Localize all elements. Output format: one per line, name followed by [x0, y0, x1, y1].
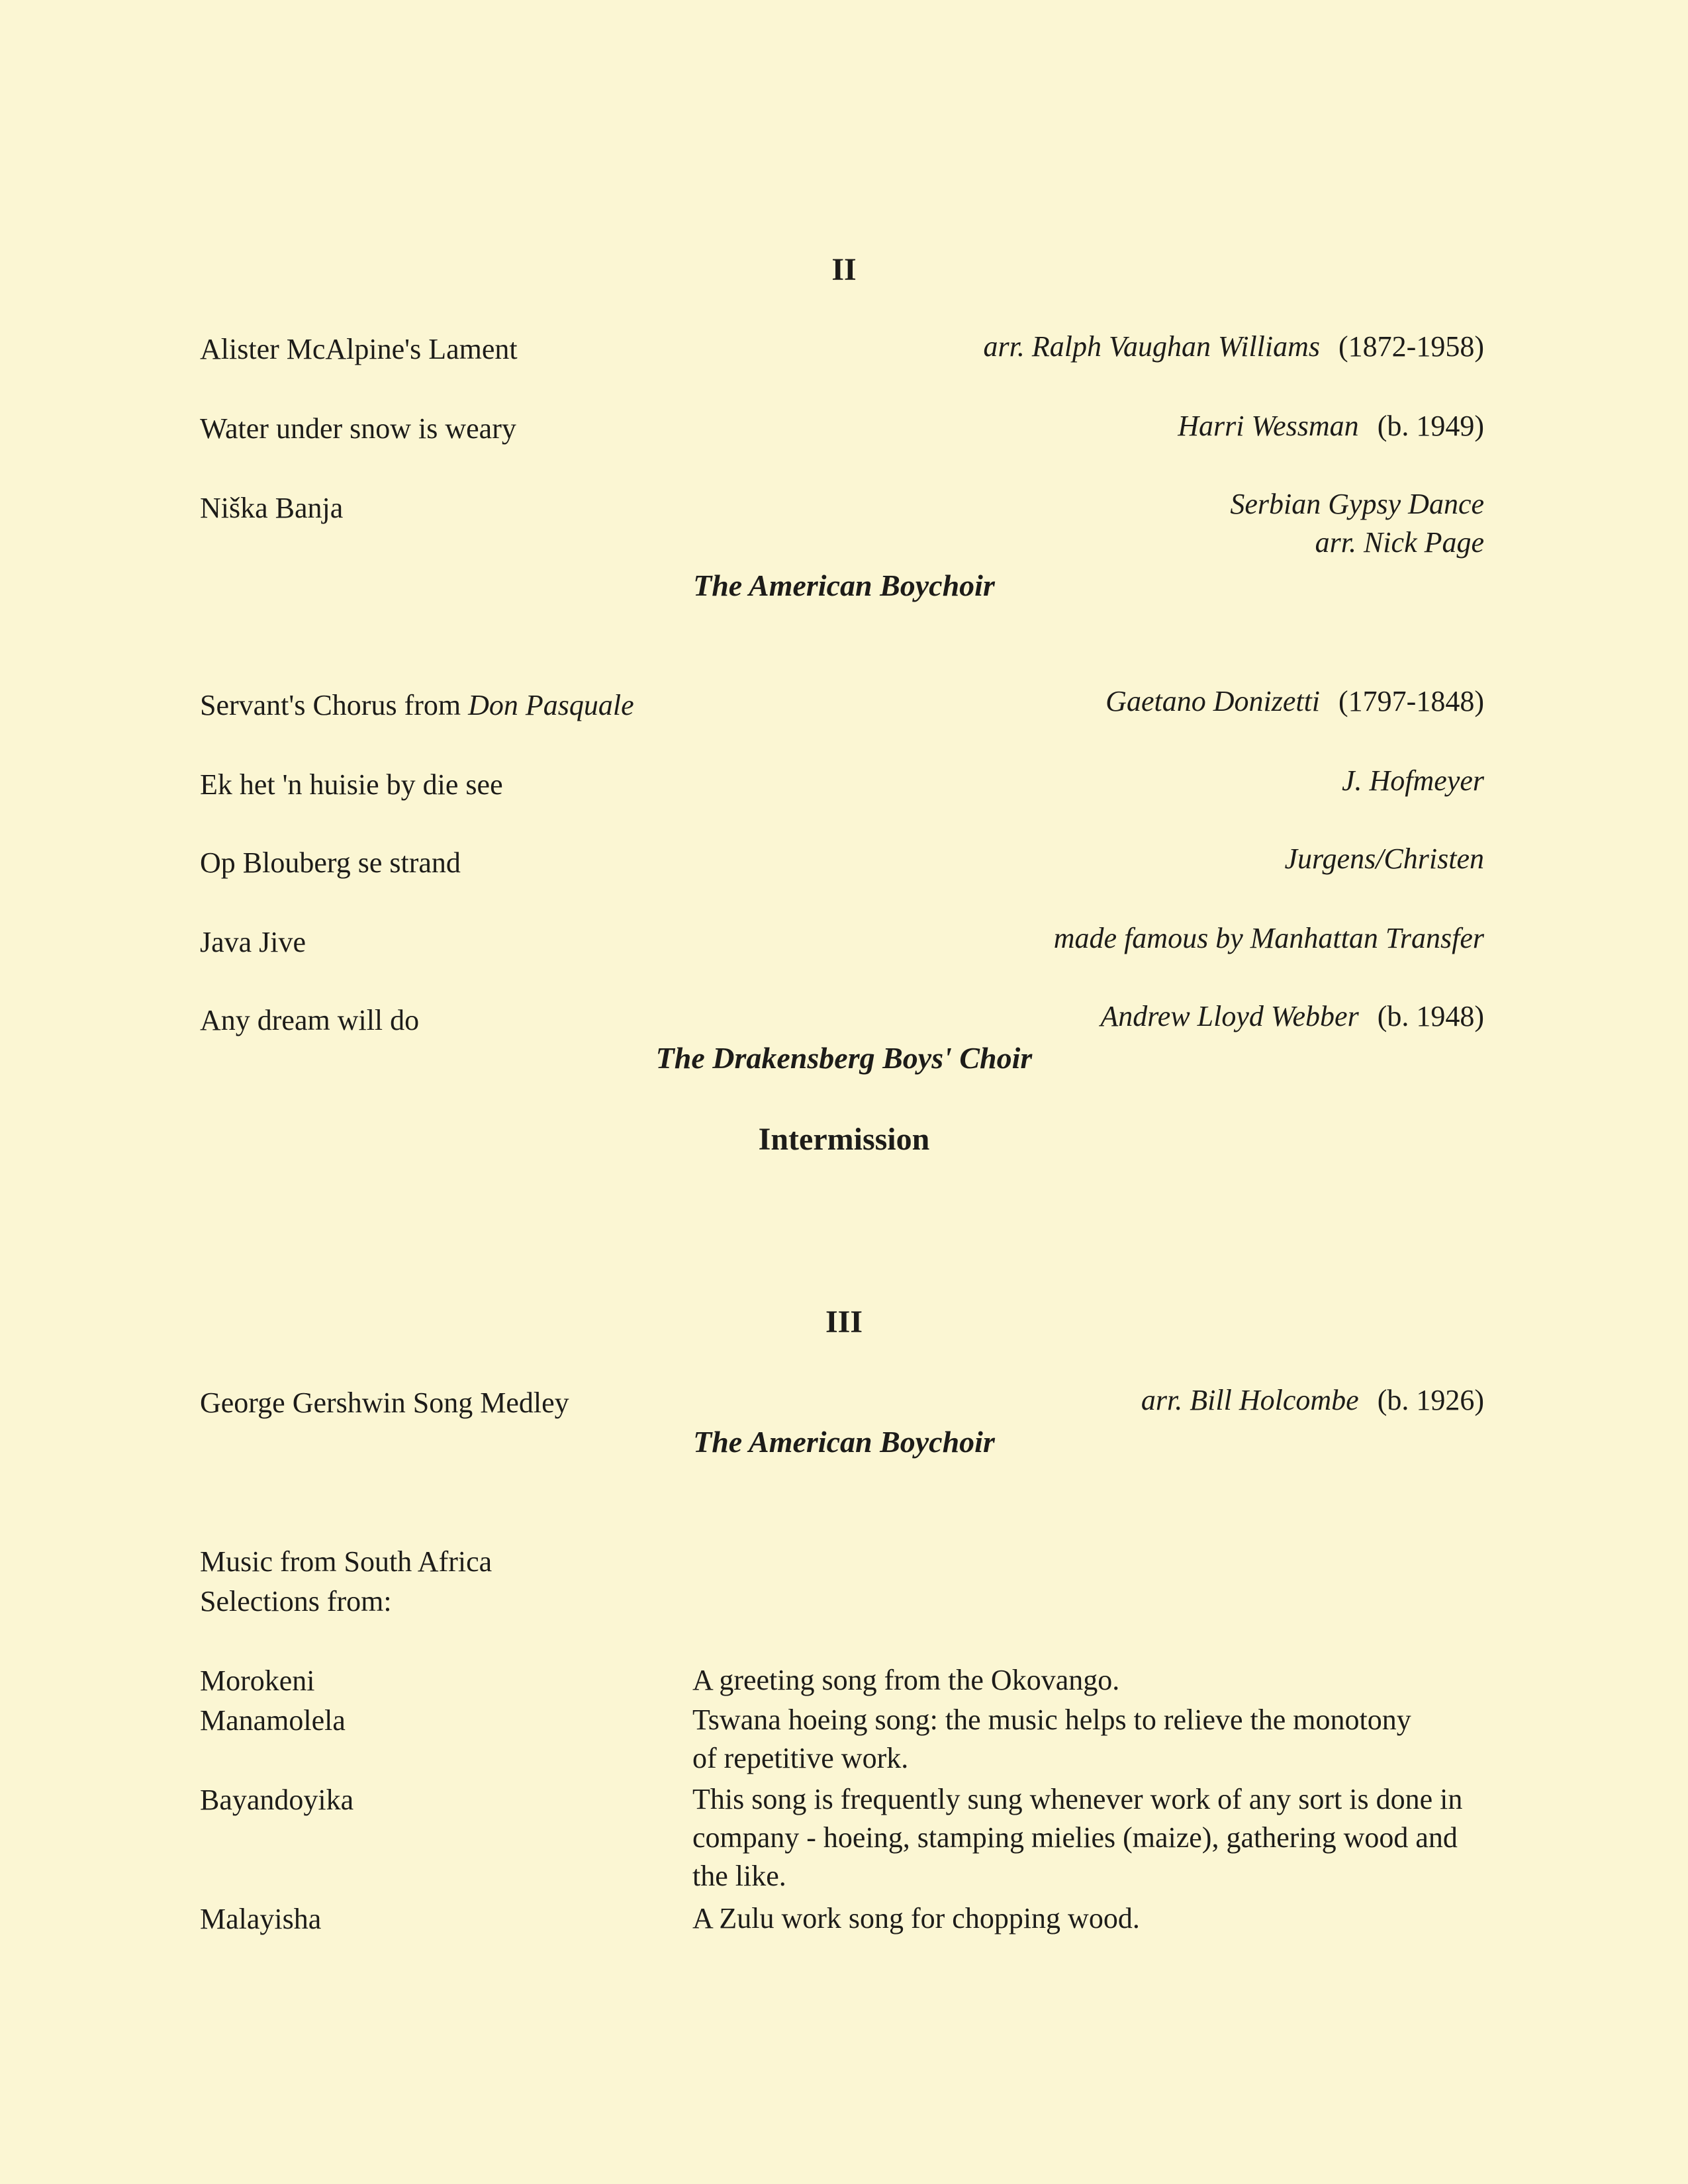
piece-title: Niška Banja — [200, 492, 344, 524]
song-name: Morokeni — [200, 1664, 315, 1697]
section-numeral-ii: II — [831, 252, 857, 287]
song-description: A greeting song from the Okovango. — [692, 1664, 1120, 1696]
piece-composer: Harri Wessman (b. 1949) — [1178, 410, 1484, 442]
piece-title: Ek het 'n huisie by die see — [200, 768, 503, 801]
piece-composer: arr. Ralph Vaughan Williams (1872-1958) — [983, 330, 1484, 363]
performer-label: The Drakensberg Boys' Choir — [655, 1041, 1033, 1075]
song-name: Manamolela — [200, 1704, 346, 1737]
song-description: This song is frequently sung whenever work of any sort is done in company - hoeing, stamping mielies (maize), gathering wood and the like. — [692, 1783, 1463, 1892]
piece-title: Alister McAlpine's Lament — [200, 333, 518, 365]
piece-composer: made famous by Manhattan Transfer — [1053, 922, 1484, 954]
piece-title: Op Blouberg se strand — [200, 846, 461, 879]
piece-title: George Gershwin Song Medley — [200, 1387, 569, 1419]
piece-composer: Serbian Gypsy Dance — [1230, 488, 1484, 520]
piece-composer: J. Hofmeyer — [1341, 764, 1484, 797]
intermission-heading: Intermission — [758, 1122, 930, 1157]
piece-title: Java Jive — [200, 926, 306, 958]
piece-composer: arr. Bill Holcombe (b. 1926) — [1141, 1384, 1484, 1416]
performer-label: The American Boychoir — [693, 569, 995, 602]
song-name: Bayandoyika — [200, 1784, 354, 1816]
performer-label: The American Boychoir — [693, 1425, 995, 1459]
song-name: Malayisha — [200, 1903, 322, 1935]
africa-subheading: Selections from: — [200, 1585, 392, 1617]
piece-title: Any dream will do — [200, 1004, 420, 1036]
song-description: Tswana hoeing song: the music helps to relieve the monotony of repetitive work. — [692, 1704, 1411, 1774]
section-numeral-iii: III — [825, 1304, 863, 1340]
piece-arranger: arr. Nick Page — [1315, 526, 1484, 559]
piece-title: Servant's Chorus from Don Pasquale — [200, 689, 634, 721]
africa-heading: Music from South Africa — [200, 1545, 492, 1578]
song-description: A Zulu work song for chopping wood. — [692, 1902, 1140, 1934]
piece-title: Water under snow is weary — [200, 412, 516, 445]
piece-composer: Gaetano Donizetti (1797-1848) — [1105, 685, 1484, 717]
piece-composer: Jurgens/Christen — [1284, 842, 1484, 875]
piece-composer: Andrew Lloyd Webber (b. 1948) — [1100, 1000, 1484, 1032]
